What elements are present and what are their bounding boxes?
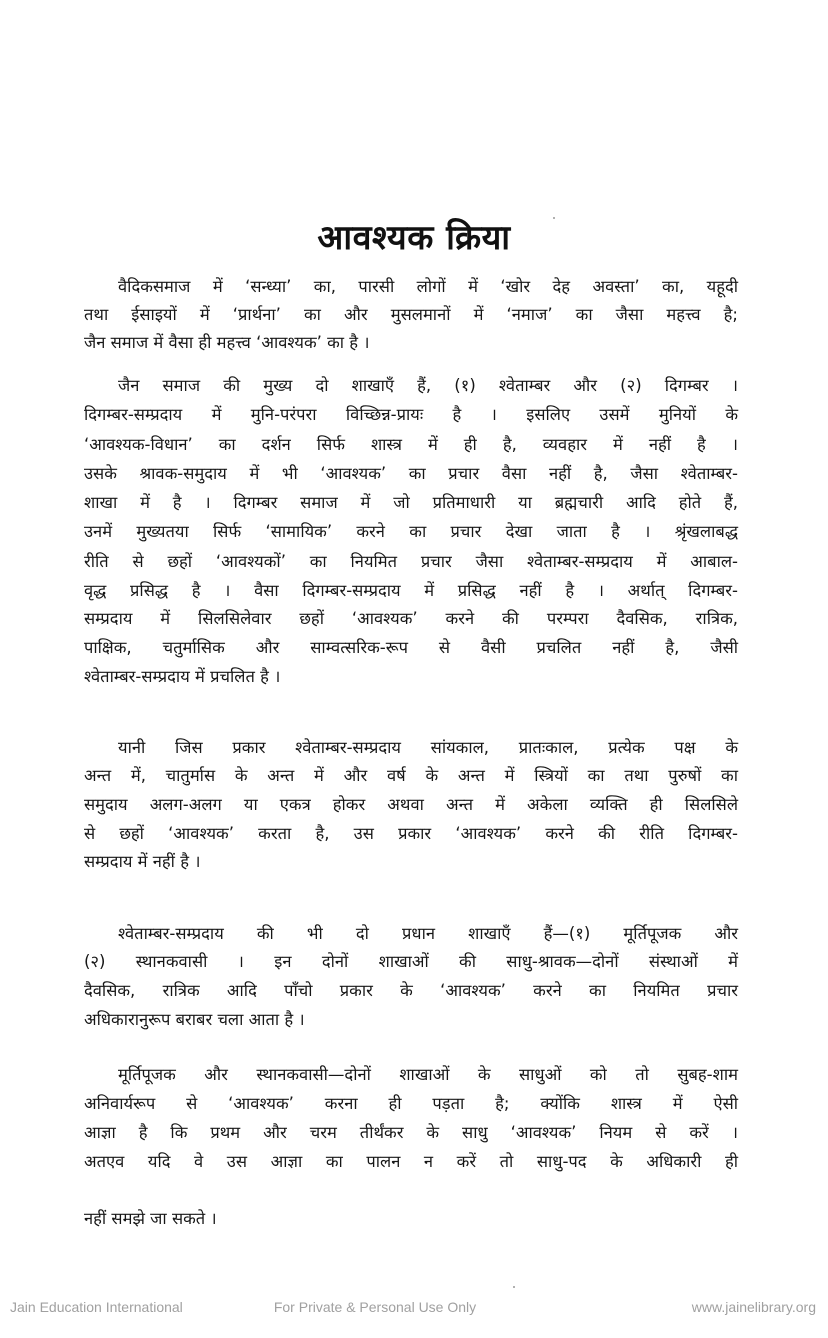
footer-publisher: Jain Education International — [10, 1299, 183, 1315]
paragraph-line: वैदिकसमाज में ‘सन्ध्या’ का, पारसी लोगों में ‘खोर देह अवस्ता’ का, यहूदी — [118, 277, 738, 296]
paragraph-line: से छहों ‘आवश्यक’ करता है, उस प्रकार ‘आवश्यक’ करने की रीति दिगम्बर- — [84, 824, 738, 843]
paragraph-line: जैन समाज की मुख्य दो शाखाएँ हैं, (१) श्वेताम्बर और (२) दिगम्बर । — [118, 376, 738, 395]
paragraph-line: दैवसिक, रात्रिक आदि पाँचो प्रकार के ‘आवश्यक’ करने का नियमित प्रचार — [84, 981, 738, 1000]
paragraph-line: शाखा में है । दिगम्बर समाज में जो प्रतिमाधारी या ब्रह्मचारी आदि होते हैं, — [84, 493, 738, 512]
scan-speck — [513, 1286, 515, 1288]
paragraph-line: सम्प्रदाय में नहीं है । — [84, 852, 201, 871]
paragraph-line: आज्ञा है कि प्रथम और चरम तीर्थंकर के साधु ‘आवश्यक’ नियम से करें । — [84, 1123, 738, 1142]
footer-website-link[interactable]: www.jainelibrary.org — [691, 1299, 816, 1315]
paragraph-line: अन्त में, चातुर्मास के अन्त में और वर्ष के अन्त में स्त्रियों का तथा पुरुषों का — [84, 766, 738, 785]
paragraph-line: अधिकारानुरूप बराबर चला आता है । — [84, 1010, 305, 1029]
paragraph-line: वृद्ध प्रसिद्ध है । वैसा दिगम्बर-सम्प्रदाय में प्रसिद्ध नहीं है । अर्थात् दिगम्बर- — [84, 581, 738, 600]
paragraph-line: दिगम्बर-सम्प्रदाय में मुनि-परंपरा विच्छिन्न-प्रायः है । इसलिए उसमें मुनियों के — [84, 405, 738, 424]
paragraph-line: पाक्षिक, चतुर्मासिक और साम्वत्सरिक-रूप से वैसी प्रचलित नहीं है, जैसी — [84, 638, 738, 657]
paragraph-line: उसके श्रावक-समुदाय में भी ‘आवश्यक’ का प्रचार वैसा नहीं है, जैसा श्वेताम्बर- — [84, 464, 738, 483]
paragraph-line: उनमें मुख्यतया सिर्फ ‘सामायिक’ करने का प्रचार देखा जाता है । श्रृंखलाबद्ध — [84, 522, 738, 541]
paragraph-line: सम्प्रदाय में सिलसिलेवार छहों ‘आवश्यक’ करने की परम्परा दैवसिक, रात्रिक, — [84, 609, 738, 628]
paragraph-line: तथा ईसाइयों में ‘प्रार्थना’ का और मुसलमानों में ‘नमाज’ का जैसा महत्त्व है; — [84, 305, 738, 324]
paragraph-line: रीति से छहों ‘आवश्यकों’ का नियमित प्रचार जैसा श्वेताम्बर-सम्प्रदाय में आबाल- — [84, 552, 738, 571]
paragraph-line: यानी जिस प्रकार श्वेताम्बर-सम्प्रदाय सांयकाल, प्रातःकाल, प्रत्येक पक्ष के — [118, 738, 738, 757]
paragraph-line: (२) स्थानकवासी । इन दोनों शाखाओं की साधु-श्रावक—दोनों संस्थाओं में — [84, 952, 738, 971]
scan-speck — [553, 217, 555, 219]
paragraph-line: श्वेताम्बर-सम्प्रदाय में प्रचलित है । — [84, 667, 281, 686]
paragraph-line: अतएव यदि वे उस आज्ञा का पालन न करें तो साधु-पद के अधिकारी ही — [84, 1152, 738, 1171]
footer-usage-notice: For Private & Personal Use Only — [273, 1299, 477, 1315]
paragraph-line: मूर्तिपूजक और स्थानकवासी—दोनों शाखाओं के साधुओं को तो सुबह-शाम — [118, 1065, 738, 1084]
paragraph-line: ‘आवश्यक-विधान’ का दर्शन सिर्फ शास्त्र में ही है, व्यवहार में नहीं है । — [84, 435, 738, 454]
paragraph-line: अनिवार्यरूप से ‘आवश्यक’ करना ही पड़ता है; क्योंकि शास्त्र में ऐसी — [84, 1094, 738, 1113]
paragraph-line: श्वेताम्बर-सम्प्रदाय की भी दो प्रधान शाखाएँ हैं—(१) मूर्तिपूजक और — [118, 924, 738, 943]
page-title: आवश्यक क्रिया — [317, 218, 511, 258]
paragraph-line: नहीं समझे जा सकते । — [84, 1209, 217, 1228]
paragraph-line: समुदाय अलग-अलग या एकत्र होकर अथवा अन्त में अकेला व्यक्ति ही सिलसिले — [84, 795, 738, 814]
paragraph-line: जैन समाज में वैसा ही महत्त्व ‘आवश्यक’ का है । — [84, 333, 370, 352]
